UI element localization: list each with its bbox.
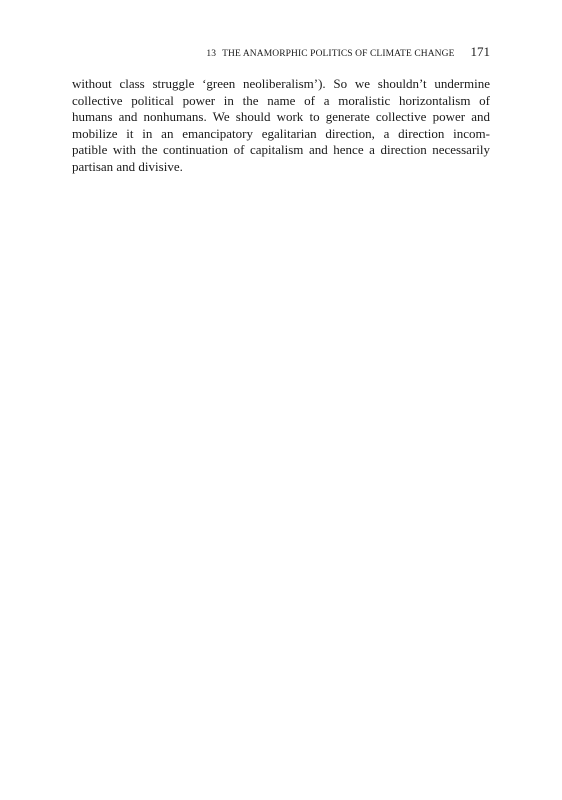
text-line: collective political power in the name of a moralistic horizontalism of [72, 92, 490, 108]
text-line: without class struggle ‘green neoliberalism’). So we shouldn’t undermine [72, 76, 490, 91]
page-number: 171 [470, 44, 490, 59]
chapter-number: 13 [206, 49, 217, 59]
text-line: partisan and divisive. [72, 158, 183, 174]
body-paragraph [72, 76, 490, 176]
text-line: mobilize it in an emancipatory egalitarian direction, a direction incom- [72, 125, 490, 141]
text-line: humans and nonhumans. We should work to generate collective power and [72, 109, 490, 125]
running-head [72, 44, 490, 60]
chapter-title: THE ANAMORPHIC POLITICS OF CLIMATE CHANGE [222, 49, 455, 59]
text-line: patible with the continuation of capitalism and hence a direction necessarily [72, 142, 490, 158]
